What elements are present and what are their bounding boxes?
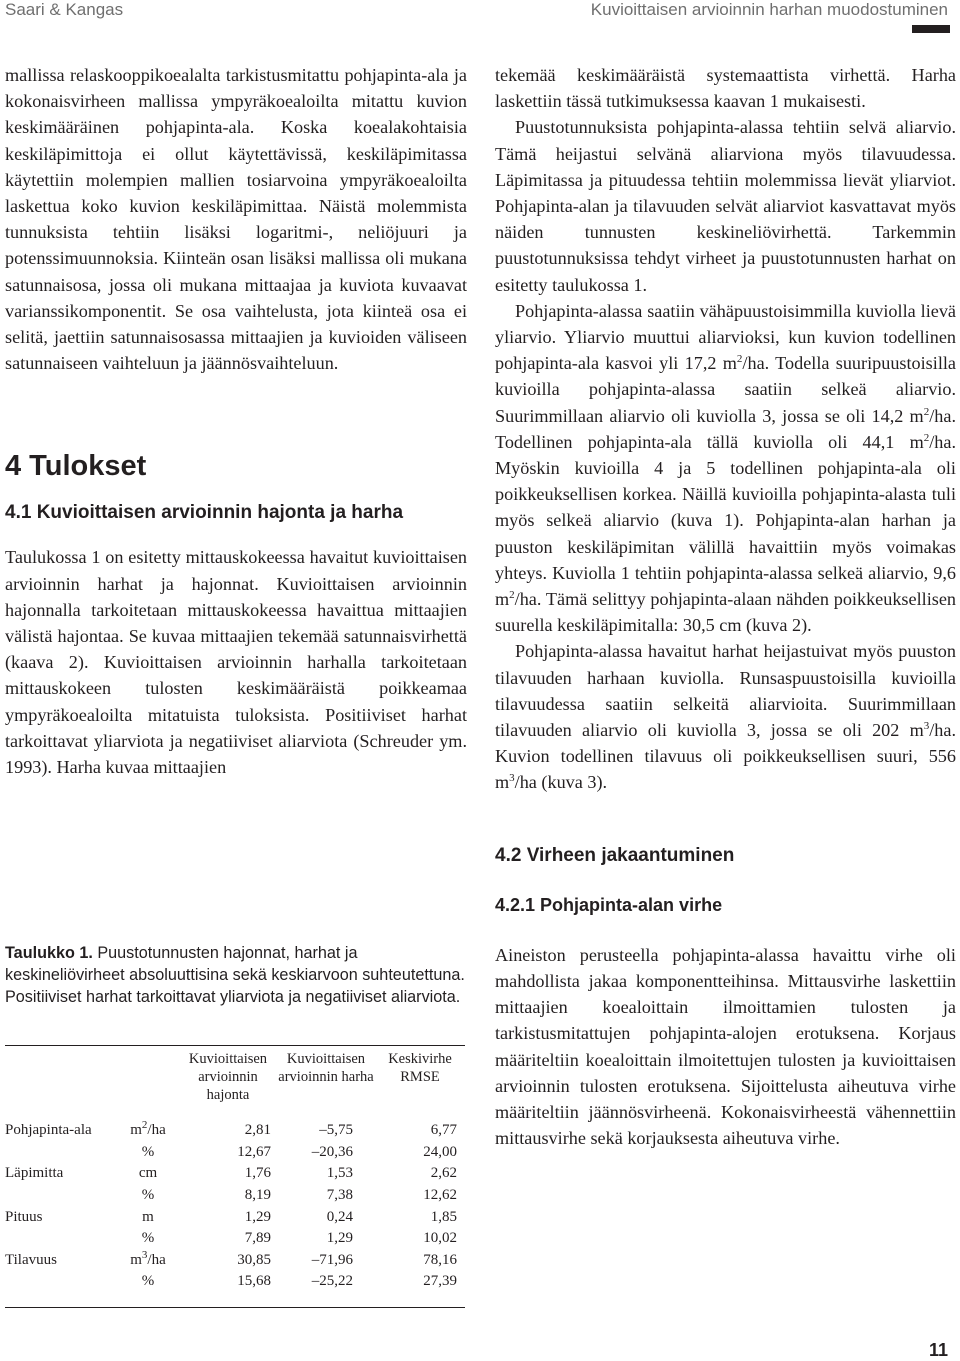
row-unit: % (141, 1230, 155, 1247)
table-row (5, 1271, 465, 1293)
cell-hajonta: 30,85 (237, 1251, 271, 1268)
table-row (5, 1120, 465, 1142)
table-row (5, 1250, 465, 1272)
header-bar (912, 25, 950, 33)
table-header-row (5, 1050, 465, 1120)
cell-rmse: 1,85 (430, 1208, 457, 1225)
row-unit: cm (138, 1165, 158, 1182)
cell-hajonta: 1,29 (244, 1208, 271, 1225)
row-unit: $m^3/ha$ (130, 1248, 166, 1268)
row-label (5, 1142, 117, 1164)
cell-hajonta: 12,67 (237, 1143, 271, 1160)
cell-rmse: 2,62 (430, 1165, 457, 1182)
subsubsection-heading-4-2-1: 4.2.1 Pohjapinta-alan virhe (495, 894, 723, 915)
paragraph-virheen-jako: Aineiston perusteella pohjapinta-alassa havaittu virhe oli mahdollista jakaa komponentteihinsa. Mittausvirhe laskettiin mittaajien koealoittain ilmoittamien tulosten ja tarkistusmitattujen pohjapinta-alojen erotuksena. Korjaus määriteltiin koealoittain ilmoitettujen tulosten ja kuvioittaisen arvioinnin tulosten erotuksena. Sijoittelusta aiheutuva virhe määriteltiin jäännösvirheenä. Kokonaisvirheestä vähennettiin mittausvirhe sekä korjauksesta aiheutuva virhe. (495, 944, 956, 1149)
column-header-harha: Kuvioittaisen arvioinnin harha (278, 1051, 374, 1085)
left-column (5, 62, 467, 780)
section-heading-results: 4 Tulokset (5, 450, 147, 483)
row-unit: % (141, 1273, 155, 1290)
row-unit: m (142, 1208, 154, 1225)
right-column (495, 62, 956, 1151)
table-caption (5, 942, 467, 1008)
column-header-hajonta: Kuvioittaisen arvioinnin hajonta (188, 1051, 268, 1103)
cell-hajonta: 7,89 (244, 1230, 271, 1247)
cell-hajonta: 2,81 (244, 1122, 271, 1139)
paragraph-tunnukset: Puustotunnuksista pohjapinta-alassa tehtiin selvä aliarvio. Tämä heijastui selvänä aliarviona myös tilavuudessa. Läpimitassa ja pituudessa tehtiin molemmissa lievät yliarviot. Pohjapinta-alan ja tilavuuden selvät aliarviot kasvattavat myös näiden tunnusten keskineliövirhettä. Tarkemmin puustotunnuksissa tehdyt virheet ja puustotunnusten harhat on esitetty taulukossa 1. (495, 117, 956, 295)
cell-harha: 0,24 (326, 1208, 353, 1225)
table-caption-label: Taulukko 1. (5, 944, 93, 962)
row-label: Pituus (5, 1208, 43, 1225)
cell-rmse: 24,00 (423, 1143, 457, 1160)
cell-rmse: 27,39 (423, 1273, 457, 1290)
paragraph-results-intro: Taulukossa 1 on esitetty mittauskokeessa havaitut kuvioittaisen arvioinnin harhat ja hajonnat. Kuvioittaisen arvioinnin hajonnalla tarkoitetaan mittauskokeessa havaittua mittaajien välistä hajontaa. Se kuvaa mittaajien tekemää satunnaisvirhettä (kaava 2). Kuvioittaisen arvioinnin harhalla tarkoitetaan mittauskokeen tulosten keskimääräistä poikkeamaa ympyräkoealoilta mitatuista tuloksista. Positiiviset harhat tarkoittavat yliarviota ja negatiiviset aliarviota (Schreuder ym. 1993). Harha kuvaa mittaajien (5, 547, 467, 778)
paragraph-methods: mallissa relaskooppikoealalta tarkistusmitattu pohjapinta-ala ja kokonaisvirheen mallissa ympyräkoealoilta mitattu kuvion keskimääräinen pohjapinta-ala. Koska koealakohtaisia keskiläpimittoja ei ollut käytettävissä, keskiläpimitassa käytettiin molempien mallien tosiarvoina ympyräkoealoilta laskettua koko kuvion keskiläpimittaa. Näistä molemmista tunnuksista tehtiin lisäksi logaritmi-, neliöjuuri ja potenssimuunnoksia. Kiinteän osan lisäksi mallissa oli mukana satunnaisosa, jossa oli mukana mittaajaa ja kuviota kuvaavat varianssikomponentit. Se osa vaihtelusta, jota kiinteä osa ei selitä, jaettiin satunnaisosassa mittaajien ja kuvioiden väliseen satunnaiseen vaihteluun ja jäännösvaihteluun. (5, 65, 467, 374)
results-table (5, 1050, 465, 1293)
table-row (5, 1185, 465, 1207)
row-label (5, 1185, 117, 1207)
running-head-title: Kuvioittaisen arvioinnin harhan muodostuminen (590, 0, 948, 19)
cell-rmse: 6,77 (430, 1122, 457, 1139)
cell-hajonta: 8,19 (244, 1187, 271, 1204)
row-label (5, 1228, 117, 1250)
running-head-authors: Saari & Kangas (5, 0, 124, 19)
subsection-heading-4-1: 4.1 Kuvioittaisen arvioinnin hajonta ja harha (5, 502, 404, 524)
row-label (5, 1271, 117, 1293)
row-label: Läpimitta (5, 1165, 64, 1182)
cell-harha: 1,53 (326, 1165, 353, 1182)
row-unit: % (141, 1187, 155, 1204)
table-row (5, 1228, 465, 1250)
cell-harha: –25,22 (311, 1273, 353, 1290)
cell-rmse: 78,16 (423, 1251, 457, 1268)
paragraph-pohjapinta-ala: Pohjapinta-alassa saatiin vähäpuustoisimmilla kuviolla lievä yliarvio. Yliarvio muuttui aliarvioksi, kun kuvion todellinen pohjapinta-ala kasvoi yli 17,2 $m^2/ha$. Todella suuripuustoisilla kuvioilla pohjapinta-alassa saatiin selkeä aliarvio. Suurimmillaan aliarvio oli kuviolla 3, jossa se oli 14,2 $m^2/ha$. Todellinen pohjapinta-ala tällä kuviolla oli 44,1 $m^2/ha$. Myöskin kuvioilla 4 ja 5 todellinen pohjapinta-ala oli poikkeuksellisen korkea. Näillä kuvioilla pohjapinta-alasta tuli myös selkeä aliarvio (kuva 1). Pohjapinta-alan harhan ja puuston keskiläpimitan välillä havaittiin myös voimakas yhteys. Kuviolla 1 tehtiin pohjapinta-alassa selkeä aliarvio, 9,6 $m^2/ha$. Tämä selittyy pohjapinta-alaan nähden poikkeuksellisen suurella keskiläpimitalla: 30,5 cm (kuva 2). (495, 300, 956, 636)
paragraph-harha-definition: tekemää keskimääräistä systemaattista virhettä. Harha laskettiin tässä tutkimuksessa kaavan 1 mukaisesti. (495, 65, 956, 112)
page-number: 11 (928, 1340, 948, 1360)
cell-harha: –20,36 (311, 1143, 353, 1160)
cell-hajonta: 15,68 (237, 1273, 271, 1290)
table-row (5, 1163, 465, 1185)
table-caption-text: Puustotunnusten hajonnat, harhat ja keskineliövirheet absoluuttisina sekä keskiarvoon suhteutettuna. Positiiviset harhat tarkoittavat yliarviota ja negatiiviset aliarviota. (5, 944, 465, 1006)
cell-rmse: 12,62 (423, 1187, 457, 1204)
cell-harha: 1,29 (326, 1230, 353, 1247)
cell-rmse: 10,02 (423, 1230, 457, 1247)
paragraph-tilavuus: Pohjapinta-alassa havaitut harhat heijastuivat myös puuston tilavuuden harhaan kuviolla. Runsaspuustoisilla kuvioilla tilavuudessa saatiin selkeitä aliarvioita. Suurimmillaan tilavuuden aliarvio oli kuviolla 3, jossa se oli 202 $m^3/ha$. Kuvion todellinen tilavuus oli poikkeuksellisen suuri, 556 $m^3/ha$ (kuva 3). (495, 641, 956, 793)
row-unit: % (141, 1143, 155, 1160)
column-header-rmse: Keskivirhe RMSE (388, 1051, 452, 1085)
cell-harha: 7,38 (326, 1187, 353, 1204)
subsection-heading-4-2: 4.2 Virheen jakaantuminen (495, 844, 735, 866)
table-top-rule (5, 1045, 465, 1046)
table-row (5, 1142, 465, 1164)
cell-harha: –71,96 (311, 1251, 353, 1268)
row-label: Pohjapinta-ala (5, 1122, 92, 1139)
cell-harha: –5,75 (319, 1122, 353, 1139)
row-unit: $m^2/ha$ (130, 1119, 166, 1139)
table-bottom-rule (5, 1307, 465, 1308)
table-row (5, 1206, 465, 1228)
cell-hajonta: 1,76 (244, 1165, 271, 1182)
row-label: Tilavuus (5, 1251, 57, 1268)
